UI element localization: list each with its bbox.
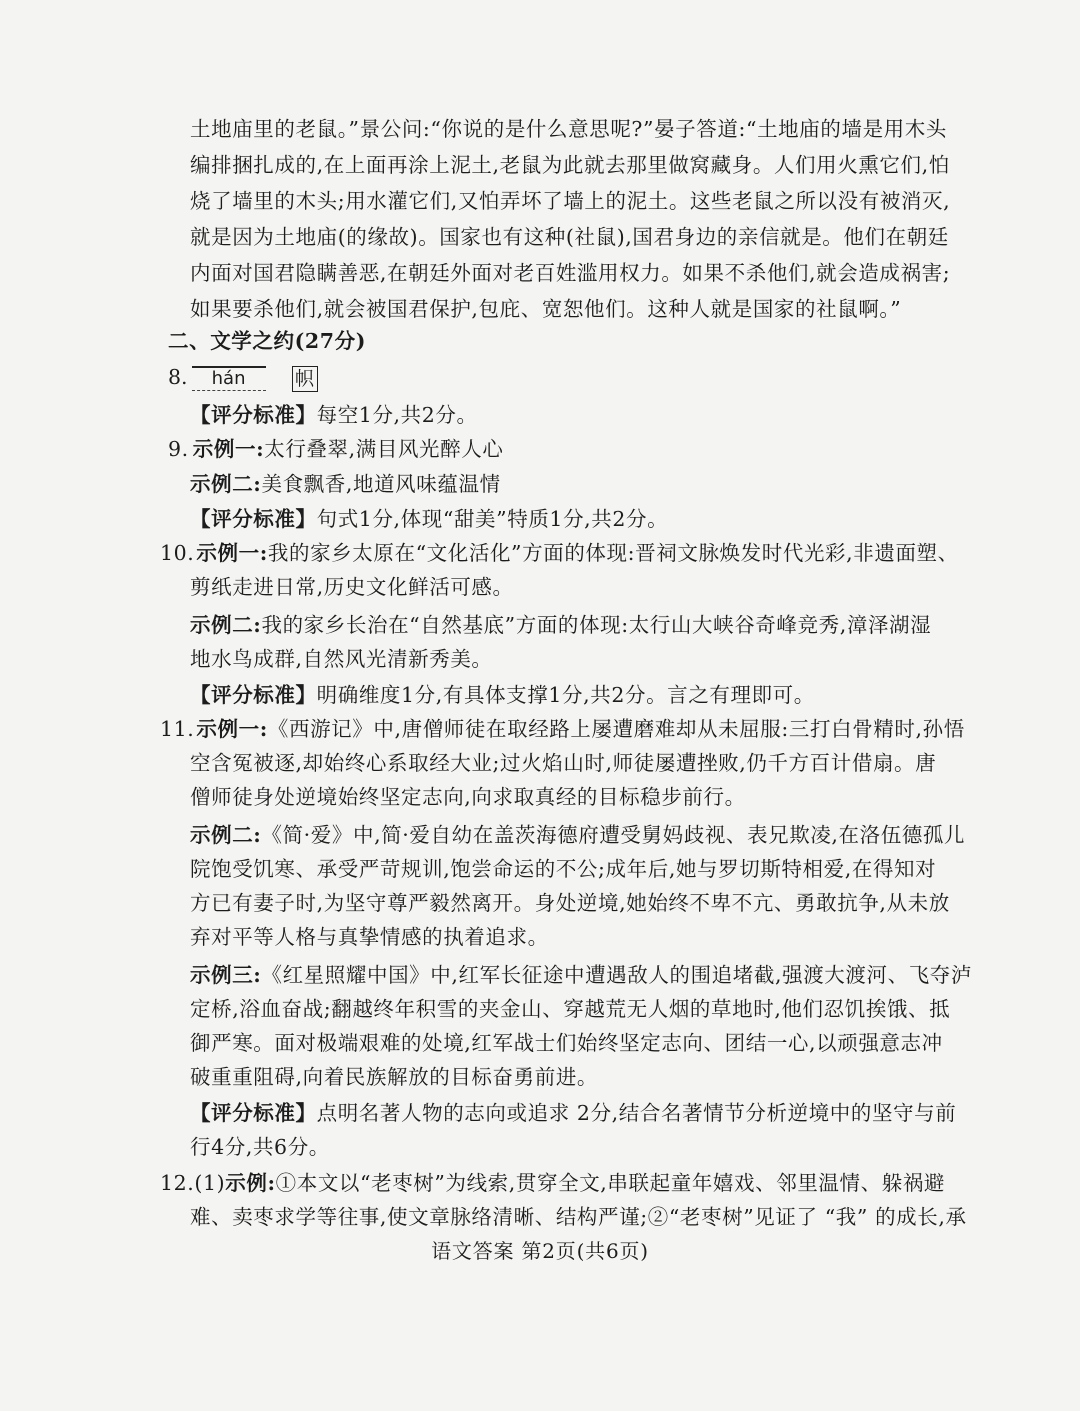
q12-line-1 [160,1168,945,1198]
translation-line-2: 编排捆扎成的,在上面再涂上泥土,老鼠为此就去那里做窝藏身。人们用火熏它们,怕 [190,153,950,177]
q9-example-2-text: 美食飘香,地道风味蕴温情 [261,472,501,496]
q10-example-1-line-2: 剪纸走进日常,历史文化鲜活可感。 [190,575,514,599]
q11-number: 11. [160,717,195,741]
q11-example-1-line-3: 僧师徒身处逆境始终坚定志向,向求取真经的目标稳步前行。 [190,785,746,809]
q10-standard-label: 【评分标准】 [190,683,317,707]
q8-pinyin-answer: hán [192,366,266,391]
q9-example-1-text: 太行叠翠,满目风光醉人心 [264,437,504,461]
q11-example-1-line-2: 空含冤被逐,却始终心系取经大业;过火焰山时,师徒屡遭挫败,仍千方百计借扇。唐 [190,751,937,775]
q11-example-1-label: 示例一: [196,717,268,741]
q11-standard-line-2: 行4分,共6分。 [190,1135,330,1159]
q10-example-2-line-1 [190,610,931,640]
q9-standard-label: 【评分标准】 [190,507,317,531]
q10-example-2-line-2: 地水鸟成群,自然风光清新秀美。 [190,647,493,671]
section-2-title: 二、文学之约(27分) [168,329,367,353]
q11-example-3-line-1 [190,960,972,990]
q11-example-2-text-1: 《简·爱》中,简·爱自幼在盖茨海德府遭受舅妈歧视、表兄欺凌,在洛伍德孤儿 [261,823,966,847]
q10-standard [190,680,815,710]
translation-line-5: 内面对国君隐瞒善恶,在朝廷外面对老百姓滥用权力。如果不杀他们,就会造成祸害; [190,261,951,285]
q8-character-answer: 帜 [292,366,318,392]
q11-example-2-line-3: 方已有妻子时,为坚守尊严毅然离开。身处逆境,她始终不卑不亢、勇敢抗争,从未放 [190,891,950,915]
q10-example-1-line-1 [160,538,959,568]
q8-standard-text: 每空1分,共2分。 [316,403,478,427]
q12-text-1: ①本文以“老枣树”为线索,贯穿全文,串联起童年嬉戏、邻里温情、躲祸避 [275,1171,946,1195]
q10-example-1-label: 示例一: [196,541,268,565]
q9-standard [190,504,668,534]
q9-standard-text: 句式1分,体现“甜美”特质1分,共2分。 [316,507,669,531]
q11-standard-text-1: 点明名著人物的志向或追求 2分,结合名著情节分析逆境中的坚守与前 [316,1101,957,1125]
q9-number: 9. [168,437,189,461]
q11-example-1-text-1: 《西游记》中,唐僧师徒在取经路上屡遭磨难却从未屈服:三打白骨精时,孙悟 [267,717,965,741]
q11-example-3-line-4: 破重重阻碍,向着民族解放的目标奋勇前进。 [190,1065,599,1089]
page-footer: 语文答案 第2页(共6页) [431,1239,649,1263]
translation-line-4: 就是因为土地庙(的缘故)。国家也有这种(社鼠),国君身边的亲信就是。他们在朝廷 [190,225,949,249]
q10-example-1-text-1: 我的家乡太原在“文化活化”方面的体现:晋祠文脉焕发时代光彩,非遗面塑、 [267,541,959,565]
q11-example-2-line-4: 弃对平等人格与真挚情感的执着追求。 [190,925,549,949]
q11-example-3-line-2: 定桥,浴血奋战;翻越终年积雪的夹金山、穿越荒无人烟的草地时,他们忍饥挨饿、抵 [190,997,951,1021]
q10-standard-text: 明确维度1分,有具体支撑1分,共2分。言之有理即可。 [316,683,815,707]
translation-line-6: 如果要杀他们,就会被国君保护,包庇、宽恕他们。这种人就是国家的社鼠啊。” [190,297,902,321]
q12-line-2: 难、卖枣求学等往事,使文章脉络清晰、结构严谨;②“老枣树”见证了 “我” 的成长,承 [190,1205,967,1229]
q9-example-2 [190,469,501,499]
translation-line-3: 烧了墙里的木头;用水灌它们,又怕弄坏了墙上的泥土。这些老鼠之所以没有被消灭, [190,189,951,213]
q11-example-3-text-1: 《红星照耀中国》中,红军长征途中遭遇敌人的围追堵截,强渡大渡河、飞夺泸 [261,963,972,987]
q8-standard [190,400,478,430]
q12-example-label: 示例: [225,1171,276,1195]
q11-example-2-line-1 [190,820,965,850]
q11-standard-label: 【评分标准】 [190,1101,317,1125]
translation-line-1: 土地庙里的老鼠。”景公问:“你说的是什么意思呢?”晏子答道:“土地庙的墙是用木头 [190,117,947,141]
q12-part: (1) [194,1171,226,1195]
q10-example-2-text-1: 我的家乡长治在“自然基底”方面的体现:太行山大峡谷奇峰竞秀,漳泽湖湿 [261,613,932,637]
q11-example-2-label: 示例二: [190,823,262,847]
q11-example-1-line-1 [160,714,965,744]
q8-standard-label: 【评分标准】 [190,403,317,427]
q9-example-2-label: 示例二: [190,472,262,496]
q8-number: 8. [168,365,188,389]
q10-number: 10. [160,541,195,565]
q9-example-1-label: 示例一: [192,437,265,461]
q11-standard-line-1 [190,1098,956,1128]
q12-number: 12. [160,1171,195,1195]
q11-example-3-label: 示例三: [190,963,262,987]
q10-example-2-label: 示例二: [190,613,262,637]
q8-row [168,362,318,392]
q11-example-3-line-3: 御严寒。面对极端艰难的处境,红军战士们始终坚定志向、团结一心,以顽强意志冲 [190,1031,943,1055]
q11-example-2-line-2: 院饱受饥寒、承受严苛规训,饱尝命运的不公;成年后,她与罗切斯特相爱,在得知对 [190,857,937,881]
q9-example-1 [168,434,503,464]
